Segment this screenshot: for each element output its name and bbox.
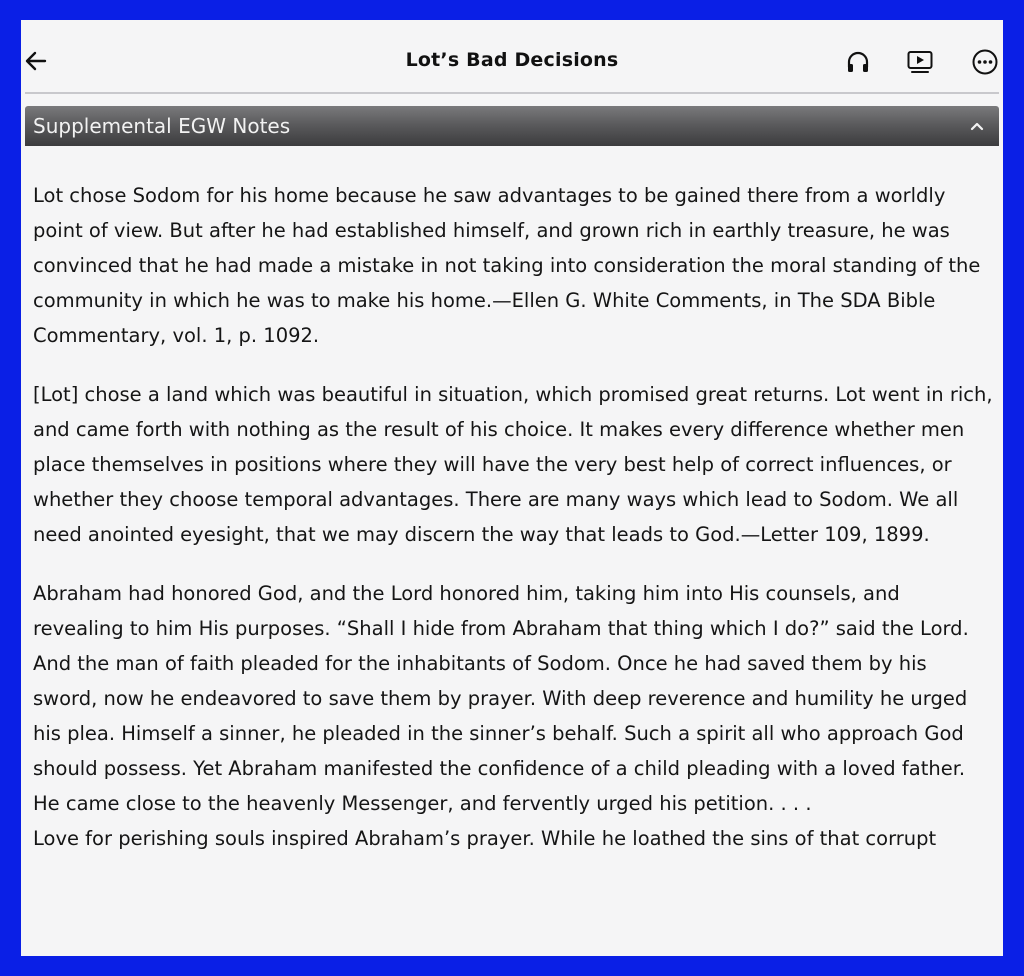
more-options-icon: [971, 48, 999, 76]
paragraph: [Lot] chose a land which was beautiful in situation, which promised great returns. Lot went in rich, and came forth with nothing as the result of his choice. It makes every difference whether men place themselves in positions where they will have the very best help of correct influences, or whether they choose temporal advantages. There are many ways which lead to Sodom. We all need anointed eyesight, that we may discern the way that leads to God.—Letter 109, 1899.: [33, 383, 993, 546]
notes-content: [33, 178, 993, 856]
chevron-up-icon[interactable]: [969, 118, 985, 134]
header-divider: [25, 92, 999, 94]
supplemental-notes-header[interactable]: [25, 106, 999, 146]
section-title: Supplemental EGW Notes: [33, 114, 291, 138]
video-play-icon: [906, 48, 934, 76]
more-options-button[interactable]: [971, 48, 999, 76]
paragraph: Abraham had honored God, and the Lord honored him, taking him into His counsels, and revealing to him His purposes. “Shall I hide from Abraham that thing which I do?” said the Lord.: [33, 582, 969, 640]
headphones-icon: [844, 48, 872, 76]
paragraph: And the man of faith pleaded for the inhabitants of Sodom. Once he had saved them by his sword, now he endeavored to save them by prayer. With deep reverence and humility he urged his plea. Himself a sinner, he pleaded in the sinner’s behalf. Such a spirit all who approach God should possess. Yet Abraham manifested the confidence of a child pleading with a loved father. He came close to the heavenly Messenger, and fervently urged his petition. . . .: [33, 652, 968, 815]
audio-button[interactable]: [844, 48, 872, 76]
video-button[interactable]: [906, 48, 934, 76]
page-title: Lot’s Bad Decisions: [405, 49, 619, 71]
app-window: [21, 20, 1003, 956]
paragraph: Lot chose Sodom for his home because he saw advantages to be gained there from a worldly point of view. But after he had established himself, and grown rich in earthly treasure, he was convinced that he had made a mistake in not taking into consideration the moral standing of the community in which he was to make his home.—Ellen G. White Comments, in The SDA Bible Commentary, vol. 1, p. 1092.: [33, 184, 981, 347]
top-navigation-bar: [21, 20, 1003, 92]
paragraph: Love for perishing souls inspired Abraham’s prayer. While he loathed the sins of that corrupt: [33, 827, 937, 850]
